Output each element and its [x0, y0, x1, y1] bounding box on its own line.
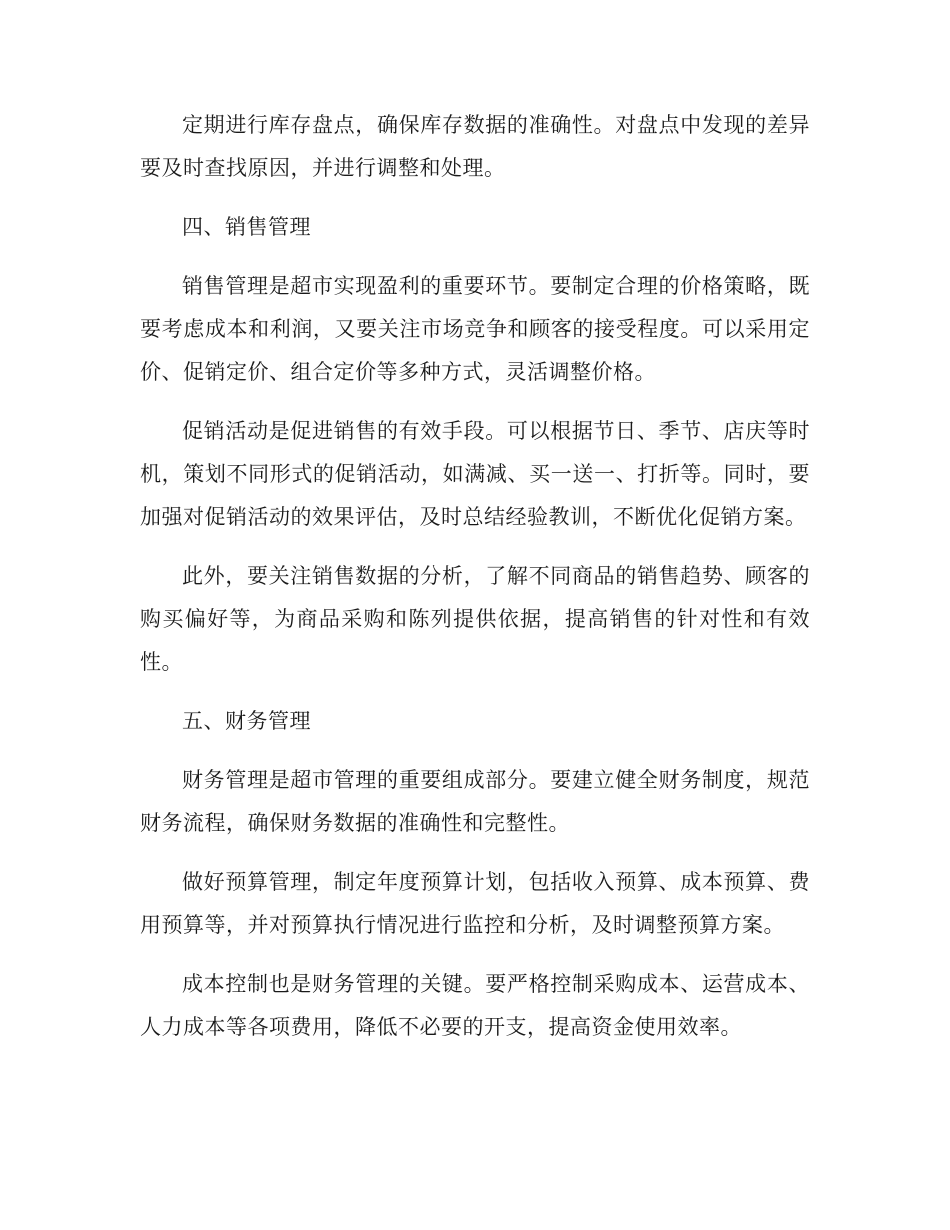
paragraph-pricing-strategy: 销售管理是超市实现盈利的重要环节。要制定合理的价格策略，既要考虑成本和利润，又要关注市场竞争和顾客的接受程度。可以采用定价、促销定价、组合定价等多种方式，灵活调整价格。 [140, 274, 810, 384]
section-heading-sales: 四、销售管理 [182, 215, 311, 239]
paragraph-finance-system: 财务管理是超市管理的重要组成部分。要建立健全财务制度，规范财务流程，确保财务数据的准确性和完整性。 [140, 768, 810, 835]
paragraph-promotions: 促销活动是促进销售的有效手段。可以根据节日、季节、店庆等时机，策划不同形式的促销活动，如满减、买一送一、打折等。同时，要加强对促销活动的效果评估，及时总结经验教训，不断优化促销方案。 [140, 419, 810, 529]
paragraph-budget: 做好预算管理，制定年度预算计划，包括收入预算、成本预算、费用预算等，并对预算执行情况进行监控和分析，及时调整预算方案。 [140, 870, 810, 937]
paragraph-cost-control: 成本控制也是财务管理的关键。要严格控制采购成本、运营成本、人力成本等各项费用，降低不必要的开支，提高资金使用效率。 [140, 972, 810, 1039]
paragraph-sales-analysis: 此外，要关注销售数据的分析，了解不同商品的销售趋势、顾客的购买偏好等，为商品采购和陈列提供依据，提高销售的针对性和有效性。 [140, 564, 810, 674]
section-heading-finance: 五、财务管理 [182, 709, 311, 733]
paragraph-inventory-check: 定期进行库存盘点，确保库存数据的准确性。对盘点中发现的差异要及时查找原因，并进行调整和处理。 [140, 113, 810, 180]
